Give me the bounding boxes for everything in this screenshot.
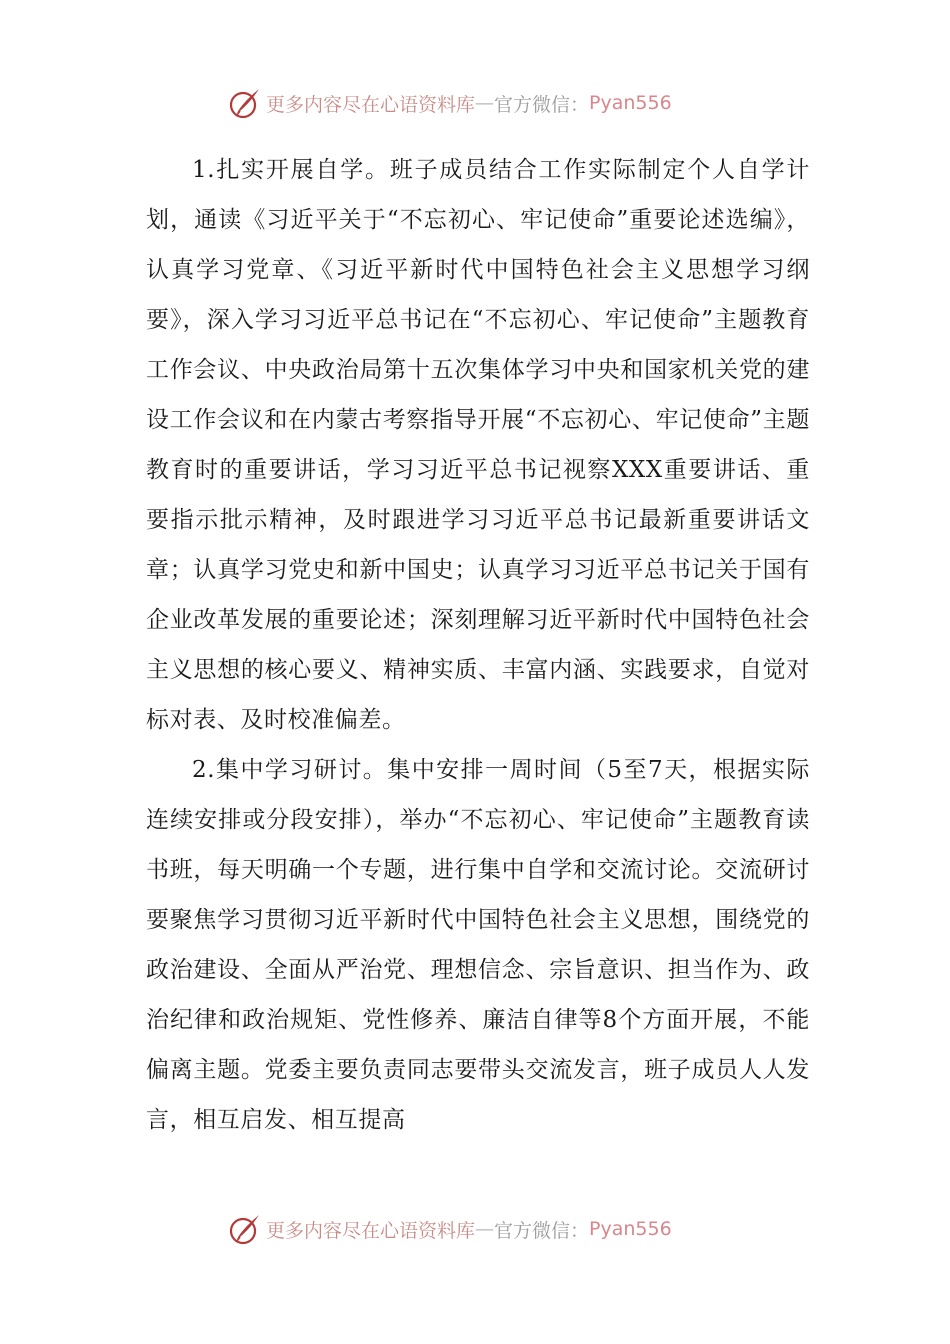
watermark-site-text: 更多内容尽在心语资料库 [266, 93, 476, 116]
paragraph-group-study: 2.集中学习研讨。集中安排一周时间（5至7天，根据实际连续安排或分段安排），举办“不忘初心、牢记使命”主题教育读书班，每天明确一个专题，进行集中自学和交流讨论。交流研讨要聚焦学习贯彻习近平新时代中国特色社会主义思想，围绕党的政治建设、全面从严治党、理想信念、宗旨意识、担当作为、政治纪律和政治规矩、党性修养、廉洁自律等8个方面开展，不能偏离主题。党委主要负责同志要带头交流发言，班子成员人人发言，相互启发、相互提高 [146, 757, 810, 1133]
watermark-wechat-id: Pyan556 [589, 1218, 672, 1240]
watermark-header [228, 86, 672, 120]
watermark-site-text: 更多内容尽在心语资料库 [266, 1219, 476, 1242]
watermark-footer [228, 1212, 672, 1246]
watermark-official-text: 官方微信： [494, 93, 590, 116]
quill-logo-icon [228, 86, 262, 120]
document-body [146, 145, 810, 1145]
quill-logo-icon [228, 1212, 262, 1246]
watermark-dash: — [475, 92, 495, 114]
paragraph-self-study: 1.扎实开展自学。班子成员结合工作实际制定个人自学计划，通读《习近平关于“不忘初心、牢记使命”重要论述选编》，认真学习党章、《习近平新时代中国特色社会主义思想学习纲要》，深入学习习近平总书记在“不忘初心、牢记使命”主题教育工作会议、中央政治局第十五次集体学习中央和国家机关党的建设工作会议和在内蒙古考察指导开展“不忘初心、牢记使命”主题教育时的重要讲话，学习习近平总书记视察XXX重要讲话、重要指示批示精神，及时跟进学习习近平总书记最新重要讲话文章；认真学习党史和新中国史；认真学习习近平总书记关于国有企业改革发展的重要论述；深刻理解习近平新时代中国特色社会主义思想的核心要义、精神实质、丰富内涵、实践要求，自觉对标对表、及时校准偏差。 [146, 157, 810, 733]
watermark-wechat-id: Pyan556 [589, 92, 672, 114]
watermark-official-text: 官方微信： [494, 1219, 590, 1242]
watermark-dash: — [475, 1218, 495, 1240]
